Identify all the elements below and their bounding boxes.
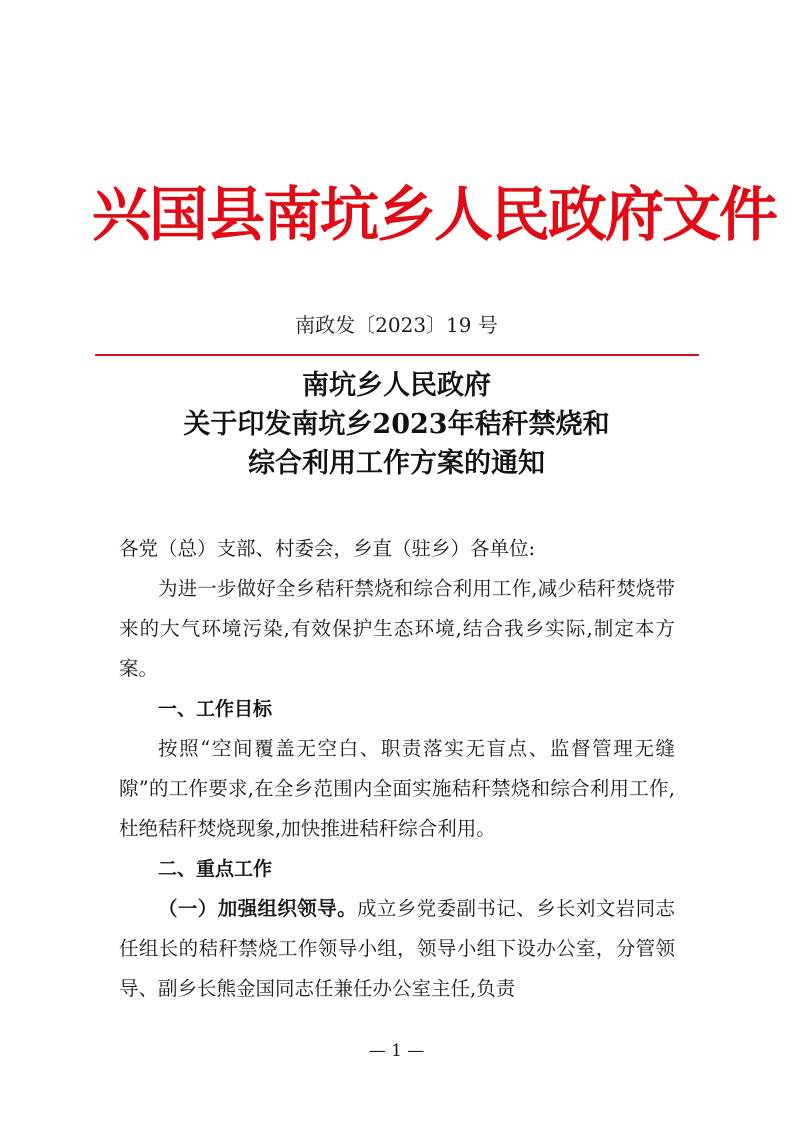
salutation: 各党（总）支部、村委会，乡直（驻乡）各单位: xyxy=(119,537,536,560)
issuer-banner: 兴国县南坑乡人民政府文件 xyxy=(92,180,777,249)
red-divider xyxy=(95,354,699,356)
page-number: — 1 — xyxy=(368,1041,425,1061)
intro-paragraph: 为进一步做好全乡秸秆禁烧和综合利用工作,减少秸秆焚烧带来的大气环境污染,有效保护生态环境,结合我乡实际,制定本方案。 xyxy=(119,577,675,680)
section-heading-key-work: 二、重点工作 xyxy=(158,858,273,880)
document-title xyxy=(80,366,713,483)
title-line-1: 南坑乡人民政府 xyxy=(302,370,491,401)
title-line-3: 综合利用工作方案的通知 xyxy=(248,448,545,479)
section-heading-goals: 一、工作目标 xyxy=(158,698,273,720)
document-body xyxy=(119,529,675,1009)
item-organization-lead: （一）加强组织领导。 xyxy=(158,897,357,920)
title-line-2: 关于印发南坑乡2023年秸秆禁烧和 xyxy=(183,409,610,440)
goals-paragraph: 按照“空间覆盖无空白、职责落实无盲点、监督管理无缝隙”的工作要求,在全乡范围内全面实施秸秆禁烧和综合利用工作,杜绝秸秆焚烧现象,加快推进秸秆综合利用。 xyxy=(119,737,675,840)
document-number: 南政发〔2023〕19 号 xyxy=(295,313,498,337)
item-organization-paragraph xyxy=(119,889,675,1009)
item-organization-text: 成立乡党委副书记、乡长刘文岩同志任组长的秸秆禁烧工作领导小组，领导小组下设办公室，分管领导、副乡长熊金国同志任兼任办公室主任,负责 xyxy=(119,897,675,1000)
